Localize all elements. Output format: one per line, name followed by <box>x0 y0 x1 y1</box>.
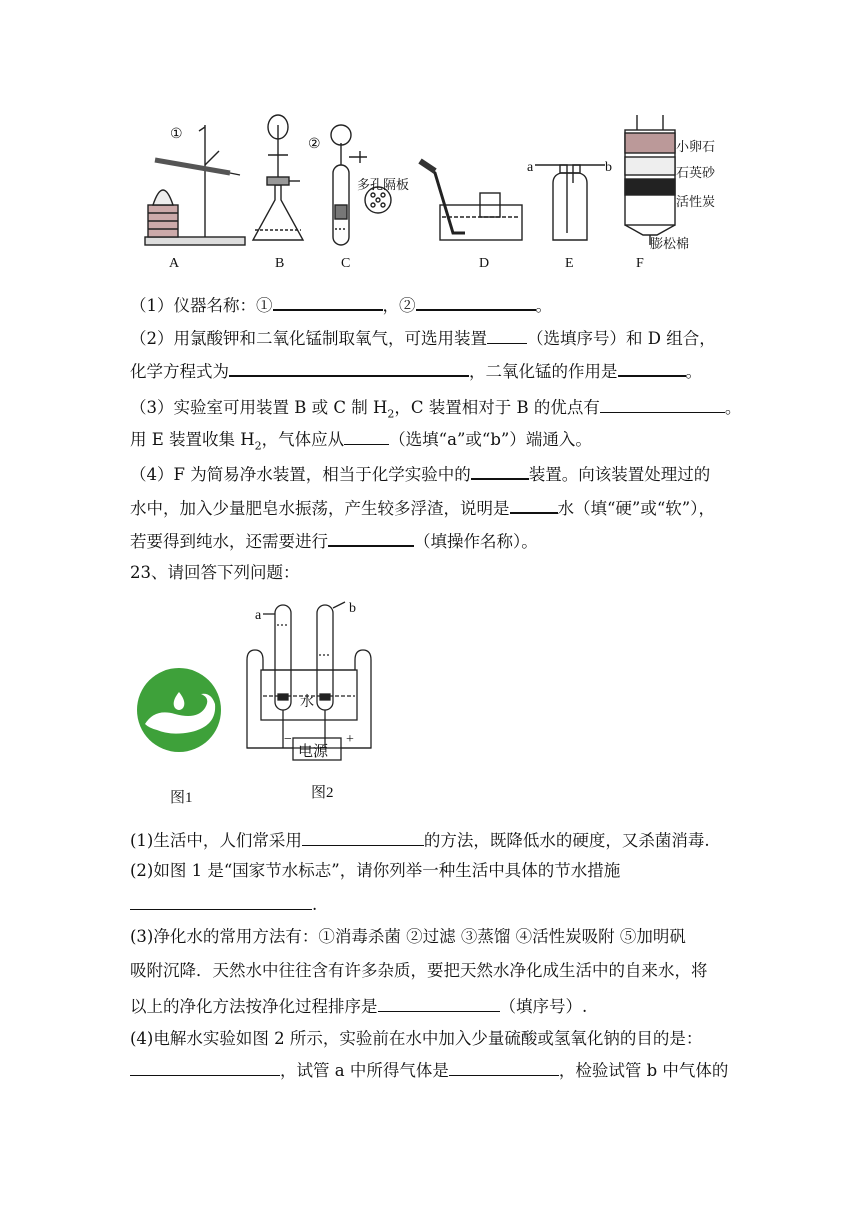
layer-pebble: 小卵石 <box>676 139 716 154</box>
q23-line3: . <box>130 892 317 916</box>
plate-label: 多孔隔板 <box>357 177 410 192</box>
q23-line4: (3)净化水的常用方法有：①消毒杀菌 ②过滤 ③蒸馏 ④活性炭吸附 ⑤加明矾 <box>130 927 686 946</box>
port-b: b <box>605 160 612 175</box>
q22-line8: 若要得到纯水，还需要进行 （填操作名称）。 <box>130 528 538 553</box>
q22-line6: （4）F 为简易净水装置，相当于化学实验中的 装置。向该装置处理过的 <box>130 461 710 486</box>
fig1-caption: 图1 <box>170 790 193 806</box>
q22-line3: 化学方程式为 ，二氧化锰的作用是 。 <box>130 358 702 383</box>
label-C: C <box>341 256 351 271</box>
label-A: A <box>169 256 180 271</box>
q22-line4: （3）实验室可用装置 B 或 C 制 $H_2$，C 装置相对于 B 的优点有 。 <box>130 395 741 425</box>
label-E: E <box>565 256 574 271</box>
q23-line6: 以上的净化方法按净化过程排序是 （填序号）. <box>130 994 587 1018</box>
label-B: B <box>275 256 285 271</box>
tube-a-label: a <box>255 608 262 623</box>
q22-line2: （2）用氯酸钾和二氧化锰制取氧气，可选用装置 （选填序号）和 D 组合， <box>130 326 716 350</box>
minus-label: − <box>284 732 292 747</box>
q23-line1: (1)生活中，人们常采用 的方法，既降低水的硬度，又杀菌消毒. <box>130 828 710 852</box>
port-a: a <box>527 160 534 175</box>
label-F: F <box>636 256 644 271</box>
power-label: 电源 <box>298 744 329 760</box>
mark-2: ② <box>308 137 321 152</box>
water-label: 水 <box>300 695 314 710</box>
layer-cotton: 膨松棉 <box>650 236 690 251</box>
q23-line8: ，试管 a 中所得气体是 ，检验试管 b 中气体的 <box>130 1058 728 1082</box>
apparatus-figure <box>135 105 735 280</box>
q22-line5: 用 E 装置收集 $H_2$，气体应从 （选填“a”或“b”）端通入。 <box>130 427 592 457</box>
label-D: D <box>479 256 490 271</box>
q23-line7: (4)电解水实验如图 2 所示，实验前在水中加入少量硫酸或氢氧化钠的目的是： <box>130 1029 703 1048</box>
plus-label: + <box>346 732 354 747</box>
q22-line7: 水中，加入少量肥皂水振荡，产生较多浮渣，说明是 水（填“硬”或“软”）， <box>130 495 715 520</box>
mark-1: ① <box>170 127 183 142</box>
layer-carbon: 活性炭 <box>676 194 716 209</box>
water-saving-logo <box>135 668 223 752</box>
q23-title: 23、请回答下列问题： <box>130 563 300 582</box>
apparatus-drawing <box>135 105 735 280</box>
tube-b-label: b <box>349 601 356 616</box>
layer-sand: 石英砂 <box>676 165 716 180</box>
q23-line2: (2)如图 1 是“国家节水标志”，请你列举一种生活中具体的节水措施 <box>130 861 621 880</box>
q23-line5: 吸附沉降．天然水中往往含有许多杂质，要把天然水净化成生活中的自来水，将 <box>130 961 708 980</box>
q22-line1: （1）仪器名称：① ，② 。 <box>130 292 552 317</box>
fig2-caption: 图2 <box>311 785 334 801</box>
